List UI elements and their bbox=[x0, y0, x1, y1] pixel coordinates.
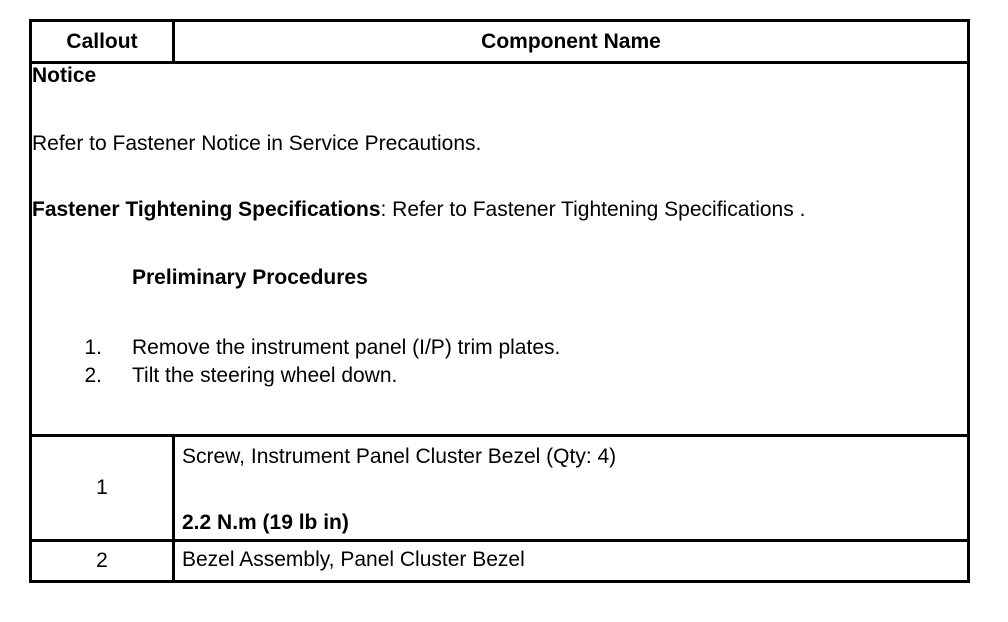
fastener-spec-label: Fastener Tightening Specifications bbox=[32, 198, 381, 221]
component-name: Bezel Assembly, Panel Cluster Bezel bbox=[174, 541, 969, 582]
callout-cell: 2 bbox=[31, 541, 174, 582]
notice-row bbox=[31, 63, 969, 436]
table-row bbox=[31, 541, 969, 582]
procedure-steps bbox=[32, 334, 967, 390]
notice-cell bbox=[31, 63, 969, 436]
component-cell bbox=[174, 436, 969, 541]
step-text: Tilt the steering wheel down. bbox=[132, 364, 398, 387]
header-row bbox=[31, 21, 969, 63]
fastener-spec-line bbox=[32, 198, 967, 222]
notice-title: Notice bbox=[32, 64, 97, 87]
step-number: 2. bbox=[84, 364, 102, 387]
procedure-step bbox=[32, 334, 967, 362]
step-text: Remove the instrument panel (I/P) trim plates. bbox=[132, 336, 561, 359]
callout-header: Callout bbox=[31, 21, 174, 63]
notice-text: Refer to Fastener Notice in Service Precautions. bbox=[32, 132, 482, 155]
torque-spec: 2.2 N.m (19 lb in) bbox=[182, 511, 349, 534]
component-name-header: Component Name bbox=[174, 21, 969, 63]
component-name: Screw, Instrument Panel Cluster Bezel (Qty: 4) bbox=[182, 445, 617, 468]
callout-cell: 1 bbox=[31, 436, 174, 541]
component-table bbox=[29, 19, 970, 583]
step-number: 1. bbox=[84, 336, 102, 359]
table-row bbox=[31, 436, 969, 541]
preliminary-procedures-title: Preliminary Procedures bbox=[132, 266, 368, 289]
procedure-step bbox=[32, 362, 967, 390]
fastener-spec-text: : Refer to Fastener Tightening Specifications . bbox=[380, 198, 806, 221]
